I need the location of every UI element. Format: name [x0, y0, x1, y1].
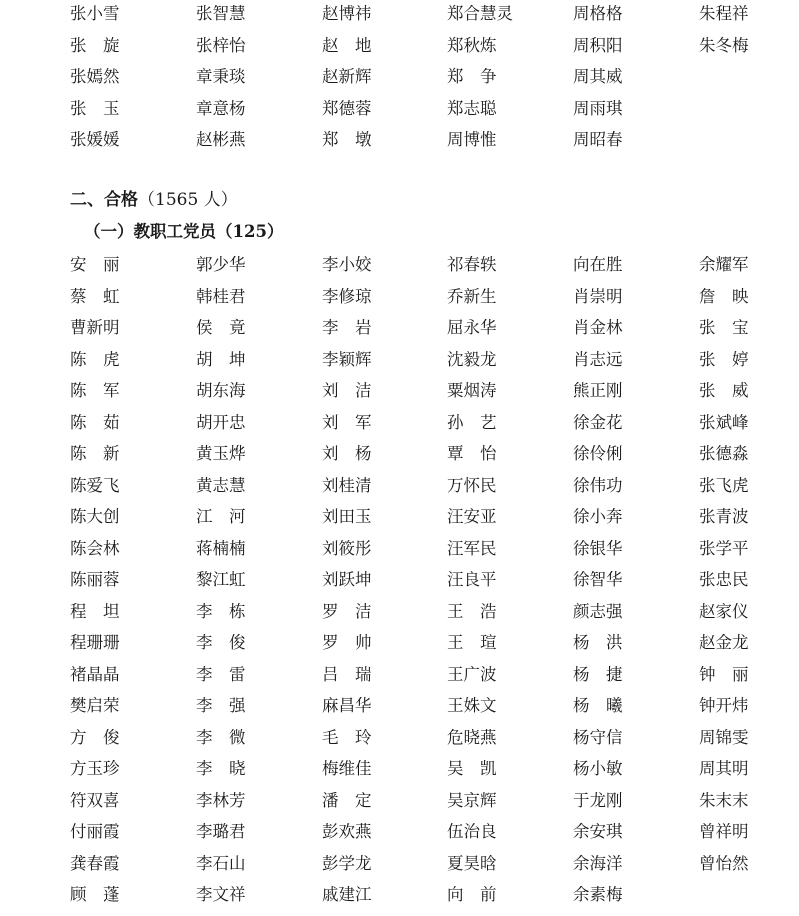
name-entry: 张 婷 — [699, 349, 749, 369]
name-entry: 吕 瑞 — [322, 664, 372, 684]
name-row — [70, 380, 790, 412]
name-entry: 李 雷 — [196, 664, 246, 684]
name-entry: 符双喜 — [70, 790, 120, 810]
name-entry: 陈 虎 — [70, 349, 120, 369]
name-entry: 徐智华 — [573, 570, 623, 589]
name-row — [70, 538, 790, 570]
name-row — [70, 443, 790, 475]
name-entry: 赵博祎 — [322, 4, 372, 23]
name-entry: 黎江虹 — [196, 570, 246, 589]
name-entry: 郑合慧灵 — [447, 4, 513, 23]
name-entry: 罗 洁 — [322, 601, 372, 621]
name-entry: 颜志强 — [573, 601, 623, 621]
name-entry: 蔡 虹 — [70, 286, 120, 306]
name-row — [70, 853, 790, 885]
name-entry: 杨 曦 — [573, 696, 623, 715]
name-entry: 朱末末 — [699, 790, 749, 810]
name-entry: 曹新明 — [70, 318, 120, 337]
name-entry: 郑 墩 — [322, 130, 372, 149]
name-entry: 方 俊 — [70, 727, 120, 747]
name-entry: 刘筱彤 — [322, 538, 372, 558]
name-entry: 肖崇明 — [573, 286, 623, 306]
name-entry: 章意杨 — [196, 98, 246, 118]
name-row — [70, 35, 790, 67]
name-row — [70, 506, 790, 538]
name-entry: 汪良平 — [447, 570, 497, 589]
name-entry: 刘 洁 — [322, 381, 372, 400]
name-entry: 徐小奔 — [573, 507, 623, 526]
name-row — [70, 254, 790, 286]
name-entry: 陈会林 — [70, 538, 120, 558]
name-row — [70, 758, 790, 790]
name-entry: 夏昊晗 — [447, 853, 497, 873]
name-entry: 李林芳 — [196, 790, 246, 810]
name-entry: 刘 杨 — [322, 444, 372, 463]
name-entry: 赵金龙 — [699, 633, 749, 652]
name-entry: 安 丽 — [70, 255, 120, 274]
name-entry: 陈 军 — [70, 381, 120, 400]
name-entry: 王姝文 — [447, 696, 497, 715]
name-entry: 粟烟涛 — [447, 381, 497, 400]
name-entry: 杨小敏 — [573, 759, 623, 778]
name-entry: 李小姣 — [322, 255, 372, 274]
name-entry: 章秉琰 — [196, 67, 246, 86]
name-entry: 杨 洪 — [573, 633, 623, 652]
name-entry: 张智慧 — [196, 4, 246, 23]
name-entry: 周其威 — [573, 67, 623, 86]
name-entry: 韩桂君 — [196, 286, 246, 306]
name-entry: 于龙刚 — [573, 790, 623, 810]
name-row — [70, 3, 790, 35]
name-entry: 周其明 — [699, 759, 749, 778]
name-entry: 余耀军 — [699, 255, 749, 274]
name-list-staff-members — [70, 254, 790, 916]
name-entry: 周积阳 — [573, 35, 623, 55]
name-entry: 付丽霞 — [70, 822, 120, 841]
name-row — [70, 129, 790, 161]
name-entry: 张 威 — [699, 381, 749, 400]
name-entry: 陈 茹 — [70, 412, 120, 432]
name-entry: 祁春轶 — [447, 255, 497, 274]
name-entry: 王 浩 — [447, 601, 497, 621]
name-entry: 徐伶俐 — [573, 444, 623, 463]
name-row — [70, 286, 790, 318]
name-list-continued — [70, 3, 790, 161]
name-entry: 张梓怡 — [196, 35, 246, 55]
name-row — [70, 412, 790, 444]
name-entry: 余素梅 — [573, 885, 623, 904]
name-entry: 毛 玲 — [322, 727, 372, 747]
name-entry: 赵新辉 — [322, 67, 372, 86]
name-entry: 向在胜 — [573, 255, 623, 274]
name-entry: 熊正刚 — [573, 381, 623, 400]
name-row — [70, 601, 790, 633]
name-entry: 汪安亚 — [447, 507, 497, 526]
section-title: 二、合格 — [70, 190, 138, 210]
name-entry: 樊启荣 — [70, 696, 120, 715]
name-entry: 刘桂清 — [322, 475, 372, 495]
name-entry: 赵 地 — [322, 35, 372, 55]
name-entry: 李 强 — [196, 696, 246, 715]
name-entry: 方玉珍 — [70, 759, 120, 778]
name-entry: 龚春霞 — [70, 853, 120, 873]
name-entry: 肖志远 — [573, 349, 623, 369]
name-entry: 周锦雯 — [699, 727, 749, 747]
name-entry: 徐银华 — [573, 538, 623, 558]
name-entry: 张学平 — [699, 538, 749, 558]
name-entry: 郑德蓉 — [322, 98, 372, 118]
name-row — [70, 317, 790, 349]
section-count: （1565 人） — [138, 190, 238, 210]
name-entry: 顾 蓬 — [70, 885, 120, 904]
name-entry: 程 坦 — [70, 601, 120, 621]
name-entry: 郑志聪 — [447, 98, 497, 118]
name-entry: 肖金林 — [573, 318, 623, 337]
name-entry: 向 前 — [447, 885, 497, 904]
name-entry: 李 俊 — [196, 633, 246, 652]
name-entry: 张媛媛 — [70, 130, 120, 149]
name-entry: 罗 帅 — [322, 633, 372, 652]
name-entry: 余海洋 — [573, 853, 623, 873]
name-entry: 张忠民 — [699, 570, 749, 589]
name-entry: 张 旋 — [70, 35, 120, 55]
name-entry: 曾祥明 — [699, 822, 749, 841]
name-entry: 胡东海 — [196, 381, 246, 400]
name-entry: 张斌峰 — [699, 412, 749, 432]
name-entry: 张 玉 — [70, 98, 120, 118]
name-entry: 周博惟 — [447, 130, 497, 149]
name-entry: 汪军民 — [447, 538, 497, 558]
name-entry: 李 微 — [196, 727, 246, 747]
name-entry: 李文祥 — [196, 885, 246, 904]
name-entry: 程珊珊 — [70, 633, 120, 652]
name-entry: 伍治良 — [447, 822, 497, 841]
name-entry: 吴 凯 — [447, 759, 497, 778]
name-entry: 朱冬梅 — [699, 35, 749, 55]
name-row — [70, 695, 790, 727]
name-entry: 刘田玉 — [322, 507, 372, 526]
name-row — [70, 821, 790, 853]
name-entry: 刘 军 — [322, 412, 372, 432]
name-row — [70, 664, 790, 696]
name-entry: 李 栋 — [196, 601, 246, 621]
name-entry: 蒋楠楠 — [196, 538, 246, 558]
name-entry: 郑 争 — [447, 67, 497, 86]
name-row — [70, 98, 790, 130]
name-entry: 彭学龙 — [322, 853, 372, 873]
name-entry: 胡开忠 — [196, 412, 246, 432]
name-entry: 吴京辉 — [447, 790, 497, 810]
name-entry: 麻昌华 — [322, 696, 372, 715]
name-entry: 陈丽蓉 — [70, 570, 120, 589]
name-entry: 李颖辉 — [322, 349, 372, 369]
name-entry: 彭欢燕 — [322, 822, 372, 841]
name-row — [70, 475, 790, 507]
name-entry: 张飞虎 — [699, 475, 749, 495]
name-entry: 王 瑄 — [447, 633, 497, 652]
name-entry: 李璐君 — [196, 822, 246, 841]
name-entry: 戚建江 — [322, 885, 372, 904]
name-entry: 张德淼 — [699, 444, 749, 463]
name-entry: 周雨琪 — [573, 98, 623, 118]
name-entry: 陈爱飞 — [70, 475, 120, 495]
name-entry: 张小雪 — [70, 4, 120, 23]
name-entry: 褚晶晶 — [70, 664, 120, 684]
name-entry: 张青波 — [699, 507, 749, 526]
name-entry: 屈永华 — [447, 318, 497, 337]
name-entry: 曾怡然 — [699, 853, 749, 873]
name-entry: 李修琼 — [322, 286, 372, 306]
section-heading — [70, 189, 238, 211]
name-entry: 沈毅龙 — [447, 349, 497, 369]
name-entry: 李 晓 — [196, 759, 246, 778]
name-entry: 詹 映 — [699, 286, 749, 306]
name-entry: 周昭春 — [573, 130, 623, 149]
name-entry: 郑秋炼 — [447, 35, 497, 55]
name-entry: 刘跃坤 — [322, 570, 372, 589]
name-entry: 赵家仪 — [699, 601, 749, 621]
name-entry: 黄志慧 — [196, 475, 246, 495]
name-entry: 黄玉烨 — [196, 444, 246, 463]
name-entry: 潘 定 — [322, 790, 372, 810]
name-entry: 徐伟功 — [573, 475, 623, 495]
name-row — [70, 790, 790, 822]
name-row — [70, 727, 790, 759]
name-row — [70, 66, 790, 98]
name-entry: 杨守信 — [573, 727, 623, 747]
name-entry: 乔新生 — [447, 286, 497, 306]
subsection-heading: （一）教职工党员（125） — [84, 222, 284, 241]
name-entry: 钟开炜 — [699, 696, 749, 715]
name-entry: 陈 新 — [70, 444, 120, 463]
name-entry: 危晓燕 — [447, 727, 497, 747]
name-entry: 徐金花 — [573, 412, 623, 432]
name-entry: 张嫣然 — [70, 67, 120, 86]
name-entry: 张 宝 — [699, 318, 749, 337]
name-entry: 江 河 — [196, 507, 246, 526]
name-entry: 李石山 — [196, 853, 246, 873]
name-entry: 郭少华 — [196, 255, 246, 274]
name-entry: 朱程祥 — [699, 4, 749, 23]
name-entry: 周格格 — [573, 4, 623, 23]
name-row — [70, 884, 790, 916]
name-entry: 孙 艺 — [447, 412, 497, 432]
name-entry: 胡 坤 — [196, 349, 246, 369]
name-row — [70, 569, 790, 601]
name-entry: 杨 捷 — [573, 664, 623, 684]
name-entry: 万怀民 — [447, 475, 497, 495]
name-entry: 钟 丽 — [699, 664, 749, 684]
name-row — [70, 632, 790, 664]
name-entry: 覃 怡 — [447, 444, 497, 463]
name-entry: 侯 竟 — [196, 318, 246, 337]
name-entry: 余安琪 — [573, 822, 623, 841]
name-entry: 赵彬燕 — [196, 130, 246, 149]
name-entry: 陈大创 — [70, 507, 120, 526]
name-row — [70, 349, 790, 381]
name-entry: 王广波 — [447, 664, 497, 684]
name-entry: 梅维佳 — [322, 759, 372, 778]
name-entry: 李 岩 — [322, 318, 372, 337]
